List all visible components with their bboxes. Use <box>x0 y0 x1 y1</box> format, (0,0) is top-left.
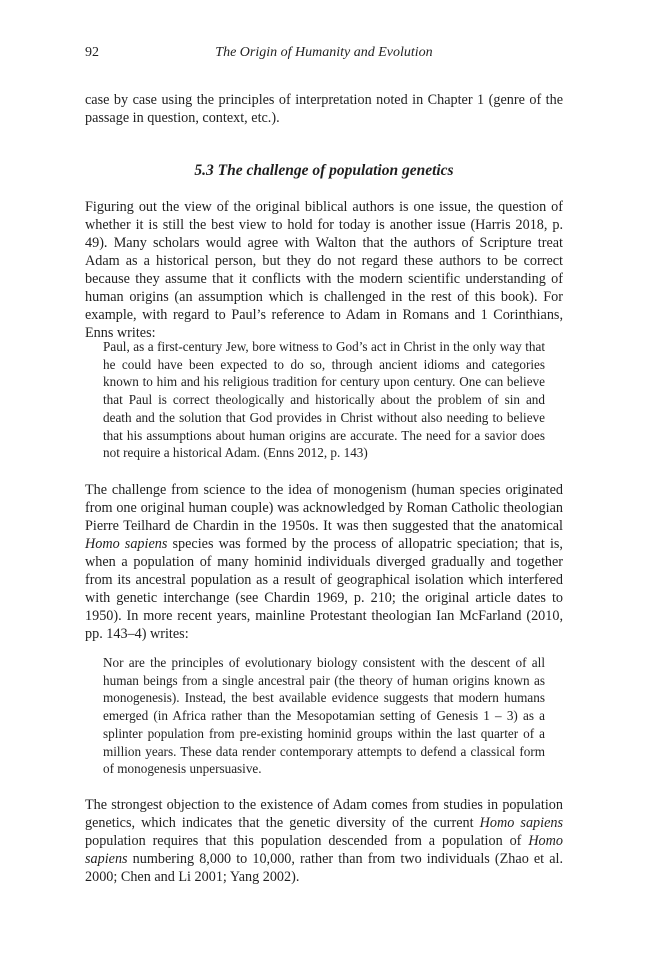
block-quote-mcfarland <box>103 654 545 778</box>
running-head <box>85 45 563 65</box>
quote-text: Nor are the principles of evolutionary biology consistent with the descent of all human beings from a single ancestral pair (the theory of human origins known as monogenesis). Instead, the best available evidence suggests that modern humans emerged (in Africa rather than the Mesopotamian setting of Genesis 1 – 3) as a splinter population from pre-existing hominid groups within the last quarter of a million years. These data render contemporary attempts to defend a classical form of monogenesis unpersuasive. <box>103 655 545 777</box>
paragraph-text: The challenge from science to the idea of monogenism (human species originated from one original human couple) was acknowledged by Roman Catholic theologian Pierre Teilhard de Chardin in the 1950s. It was then suggested that the anatomical <box>85 482 563 534</box>
paragraph-text: Figuring out the view of the original biblical authors is one issue, the question of whether it is still the best view to hold for today is another issue (Harris 2018, p. 49). Many scholars would agree with Walton that the authors of Scripture treat Adam as a historical person, but they do not regard these authors to be correct because they assume that it conflicts with the modern scientific understanding of human origins (an assumption which is challenged in the rest of this book). For example, with regard to Paul’s reference to Adam in Romans and 1 Corinthians, Enns writes: <box>85 199 563 341</box>
species-name: Homo sapiens <box>85 536 168 552</box>
species-name: Homo sapiens <box>479 815 563 831</box>
paragraph-text: The strongest objection to the existence of Adam comes from studies in population genetics, which indicates that the genetic diversity of the current <box>85 797 563 831</box>
block-quote-enns <box>103 338 545 462</box>
paragraph <box>85 796 563 886</box>
page-number: 92 <box>85 45 99 60</box>
quote-text: Paul, as a first-century Jew, bore witness to God’s act in Christ in the only way that he could have been expected to do so, through ancient idioms and categories known to him and his religious tradition for century upon century. One can believe that Paul is correct theologically and historically about the problem of sin and death and the solution that God provides in Christ without also needing to believe that his assumptions about human origins are accurate. The need for a savior does not require a historical Adam. (Enns 2012, p. 143) <box>103 339 545 461</box>
paragraph <box>85 481 563 643</box>
running-title: The Origin of Humanity and Evolution <box>215 45 433 60</box>
paragraph <box>85 198 563 342</box>
paragraph-text: species was formed by the process of allopatric speciation; that is, when a population of many hominid individuals diverged gradually and together from its ancestral population as a result of geographical isolation which interfered with genetic interchange (see Chardin 1969, p. 210; the original article dates to 1950). In more recent years, mainline Protestant theologian Ian McFarland (2010, pp. 143–4) writes: <box>85 536 563 642</box>
paragraph-text: population requires that this population descended from a population of <box>85 833 529 849</box>
section-heading: 5.3 The challenge of population genetics <box>194 162 454 179</box>
paragraph-continued <box>85 91 563 127</box>
paragraph-text: numbering 8,000 to 10,000, rather than from two individuals (Zhao et al. 2000; Chen and Li 2001; Yang 2002). <box>85 851 563 885</box>
paragraph-text: case by case using the principles of interpretation noted in Chapter 1 (genre of the passage in question, context, etc.). <box>85 92 563 126</box>
species-name: Homo sapiens <box>85 833 563 867</box>
